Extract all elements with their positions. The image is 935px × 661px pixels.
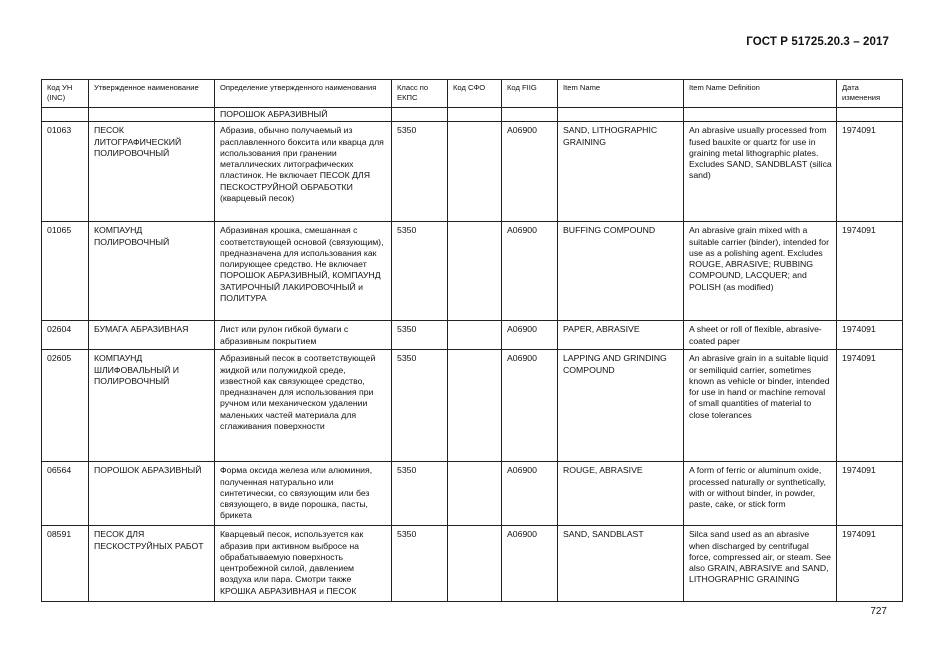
col-header-sfo: Код СФО [448, 80, 502, 108]
cell-fiig: A06900 [502, 350, 558, 462]
table-row [42, 350, 903, 462]
col-header-item-name: Item Name [558, 80, 684, 108]
cell-item-name: SAND, SANDBLAST [558, 526, 684, 602]
cell-item-name: BUFFING COMPOUND [558, 222, 684, 321]
continuation-row [42, 108, 903, 122]
cell-fiig: A06900 [502, 321, 558, 350]
table-row [42, 462, 903, 526]
cell-definition: Абразивный песок в соответствующей жидкой или полужидкой среде, известной как связующее средство, предназначен для использования при ручном или механическом удалении маленьких частей материала для сглаживания поверхности [215, 350, 392, 462]
cell-date: 1974091 [837, 222, 903, 321]
cell-item-name: LAPPING AND GRINDING COMPOUND [558, 350, 684, 462]
cell-definition: Абразивная крошка, смешанная с соответствующей основой (связующим), предназначена для использования как полирующее средство. Не включает ПОРОШОК АБРАЗИВНЫЙ, КОМПАУНД ЗАТИРОЧНЫЙ ЛАКИРОВОЧНЫЙ и ПОЛИТУРА [215, 222, 392, 321]
cell-date: 1974091 [837, 350, 903, 462]
cell-name: ПЕСОК ДЛЯ ПЕСКОСТРУЙНЫХ РАБОТ [89, 526, 215, 602]
cell-inc: 02605 [42, 350, 89, 462]
cell-item-def: An abrasive grain mixed with a suitable carrier (binder), intended for use as a polishing agent. Excludes ROUGE, ABRASIVE; RUBBING COMPOUND, LACQUER; and POLISH (as modified) [684, 222, 837, 321]
cell-definition: Форма оксида железа или алюминия, полученная натурально или синтетически, со связующим или без связующего, в виде порошка, пасты, брикета [215, 462, 392, 526]
cell-inc: 02604 [42, 321, 89, 350]
cell-name: ПЕСОК ЛИТОГРАФИЧЕСКИЙ ПОЛИРОВОЧНЫЙ [89, 122, 215, 222]
cell-class: 5350 [392, 321, 448, 350]
cell-inc: 01063 [42, 122, 89, 222]
table-row [42, 526, 903, 602]
cell-item-name: PAPER, ABRASIVE [558, 321, 684, 350]
col-header-name: Утвержденное наименование [89, 80, 215, 108]
cell-name: КОМПАУНД ПОЛИРОВОЧНЫЙ [89, 222, 215, 321]
table-row [42, 122, 903, 222]
cell-item-def: An abrasive usually processed from fused bauxite or quartz for use in graining metal lithographic plates. Excludes SAND, SANDBLAST (silica sand) [684, 122, 837, 222]
cell-fiig: A06900 [502, 462, 558, 526]
specification-table [41, 79, 903, 602]
cell-class: 5350 [392, 526, 448, 602]
col-header-date: Дата изменения [837, 80, 903, 108]
cell-date: 1974091 [837, 462, 903, 526]
cell-item-def: Silca sand used as an abrasive when discharged by centrifugal force, compressed air, or steam. See also GRAIN, ABRASIVE and SAND, LITHOGRAPHIC GRAINING [684, 526, 837, 602]
cell-inc: 08591 [42, 526, 89, 602]
table-row [42, 321, 903, 350]
cell-item-def: A sheet or roll of flexible, abrasive-coated paper [684, 321, 837, 350]
cell-sfo [448, 462, 502, 526]
cell-sfo [448, 526, 502, 602]
cell-definition: Абразив, обычно получаемый из расплавленного боксита или кварца для использования при гранении металлических литографических пластинок. Не включает ПЕСОК ДЛЯ ПЕСКОСТРУЙНОЙ ОБРАБОТКИ (кварцевый песок) [215, 122, 392, 222]
cell-item-name: ROUGE, ABRASIVE [558, 462, 684, 526]
cell-fiig: A06900 [502, 122, 558, 222]
cell-sfo [448, 222, 502, 321]
cell-definition: Кварцевый песок, используется как абразив при активном выбросе на обрабатываемую поверхность центробежной силой, давлением воздуха или пара. Смотри также КРОШКА АБРАЗИВНАЯ и ПЕСОК [215, 526, 392, 602]
cell-fiig: A06900 [502, 222, 558, 321]
cell-sfo [448, 350, 502, 462]
cell-name: КОМПАУНД ШЛИФОВАЛЬНЫЙ И ПОЛИРОВОЧНЫЙ [89, 350, 215, 462]
cell-class: 5350 [392, 462, 448, 526]
cell-sfo [448, 122, 502, 222]
cell-class: 5350 [392, 122, 448, 222]
cell-date: 1974091 [837, 526, 903, 602]
cell-inc: 06564 [42, 462, 89, 526]
col-header-inc: Код УН (INC) [42, 80, 89, 108]
continuation-text: ПОРОШОК АБРАЗИВНЫЙ [215, 108, 392, 122]
col-header-fiig: Код FIIG [502, 80, 558, 108]
cell-item-def: An abrasive grain in a suitable liquid or semiliquid carrier, sometimes known as vehicle or binder, intended for use in hand or machine removal of small quantities of material to close tolerances [684, 350, 837, 462]
cell-item-def: A form of ferric or aluminum oxide, processed naturally or synthetically, with or without binder, in powder, paste, cake, or stick form [684, 462, 837, 526]
cell-item-name: SAND, LITHOGRAPHIC GRAINING [558, 122, 684, 222]
cell-class: 5350 [392, 350, 448, 462]
page-number: 727 [870, 606, 887, 617]
cell-sfo [448, 321, 502, 350]
cell-name: ПОРОШОК АБРАЗИВНЫЙ [89, 462, 215, 526]
table-header-row [42, 80, 903, 108]
col-header-item-def: Item Name Definition [684, 80, 837, 108]
cell-date: 1974091 [837, 321, 903, 350]
document-id: ГОСТ Р 51725.20.3 – 2017 [746, 36, 889, 48]
cell-name: БУМАГА АБРАЗИВНАЯ [89, 321, 215, 350]
col-header-class: Класс по ЕКПС [392, 80, 448, 108]
cell-class: 5350 [392, 222, 448, 321]
table-row [42, 222, 903, 321]
cell-fiig: A06900 [502, 526, 558, 602]
cell-date: 1974091 [837, 122, 903, 222]
cell-definition: Лист или рулон гибкой бумаги с абразивным покрытием [215, 321, 392, 350]
col-header-definition: Определение утвержденного наименования [215, 80, 392, 108]
cell-inc: 01065 [42, 222, 89, 321]
